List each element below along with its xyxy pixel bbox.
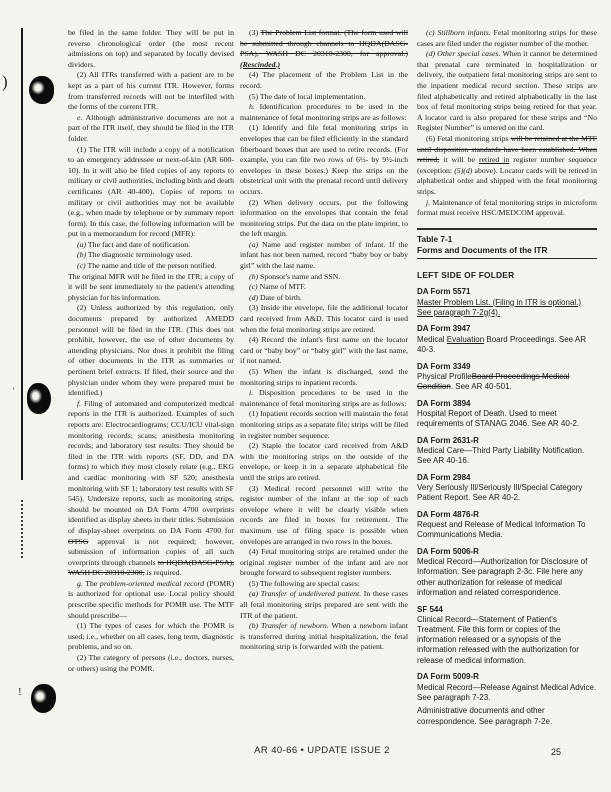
text-run: (1) The ITR will include a copy of a notification to an emergency addressee or next-of-kin (AR 600-10). In it will also be filed copies of any reports to military or civil authorities, including birth and death certificates (AR 40-400). Copies of reports to military or civil authorities may not be available (e.g., when made by telephone or by summary report form). In this case, the following information will be put in a memorandum for record (MFR): [68,144,234,239]
scan-edge-line-dotted [21,500,23,558]
form-description [417,335,597,355]
text-run: The diagnostic terminology used. [86,250,193,260]
table-entry [417,510,597,541]
formatted-text-run: (c) Stillborn infants. [426,28,491,37]
text-run: (3) Medical record personnel will write the register number of the infant at the top of each envelope where it will be clearly visible when records are filed in boxes for retirement. The maximum use of filing space is possible when envelopes are arranged in two rows in the boxes. [240,483,408,546]
pen-mark: ) [2,72,8,91]
column-middle [240,28,408,653]
text-run: Sponsor's name and SSN. [258,271,341,281]
text-run: The fact and date of notification. [86,239,191,249]
paragraph [240,293,408,304]
text-run: When a newborn infant is transferred during initial hospitalization, the fetal monitoring strip is forwarded with the patient. [240,621,408,652]
table-entries [417,287,597,727]
table-top-rule [417,228,597,230]
form-number: SF 544 [417,604,443,614]
table-entry [417,547,597,598]
formatted-text-run: f. [77,398,82,408]
text-run: (5) When the infant is discharged, send the monitoring strips to inpatient records. [240,367,408,387]
pen-mark: ! [18,686,22,698]
text-run: Maintenance of fetal monitoring strips in microform format must receive HSC/MEDCOM approval. [417,197,597,218]
form-description [417,372,597,392]
text-run: The [82,578,100,588]
text-run: Very Seriously Ill/Seriously Ill/Special Category Patient Report. See AR 40-2. [417,483,583,503]
form-number: DA Form 2984 [417,472,471,482]
text-run: The original MFR will be filed in the ITR; a copy of it will be sent immediately to the patient's attending physician for his information. [68,271,234,302]
table-subtitle: Forms and Documents of the ITR [417,244,548,255]
paragraph [240,367,408,388]
form-description [417,706,597,726]
paragraph [68,303,234,398]
table-entry [417,473,597,504]
text-run: approval is not required; however, submission of information copies of all such overprints through channels [68,536,234,567]
formatted-text-run: h. [249,102,255,112]
text-run: Medical Record—Release Against Medical Advice. See paragraph 7-23. [417,682,597,702]
paragraph [240,28,408,70]
paragraph [68,113,234,145]
text-run: (1) Inpatient records section will maintain the fetal monitoring strips as a separate file; strips will be filed in register number sequence. [240,409,408,440]
text-run: Hospital Report of Death. Used to meet requirements of STANAG 2046. See AR 40-2. [417,408,580,429]
text-run: is required. [144,568,182,578]
form-description [417,683,597,703]
text-run: (4) The placement of the Problem List in the record. [240,70,408,90]
column-right [417,28,597,733]
text-run: (2) Unless authorized by this regulation, only documents prepared by authorized AMEDD personnel will be filed in the ITR. (This does not prohibit, however, the use of other documents by attending physicians. Nor does it prohibit the filing of other documents in the ITR as summaries or pertinent brief extracts. If filed, their source and the physician under whom they were prepared must be identified.) [68,303,234,398]
text-run: When it cannot be determined that prenatal care terminated in hospitalization or delivery, the outpatient fetal monitoring strips are sent to the inpatient medical record section. These strips are filed alphabetically and retired alphabetically in the last box of fetal monitoring strips being retired for that year. A locator card is also prepared for these strips and “No Register Number” is entered on the card. [417,49,597,133]
text-run: The name and title of the person notified. [85,261,217,271]
text-run: (POMR) is authorized for optional use. Local policy should prescribe specific methods for POMR use. The MTF should prescribe— [68,578,234,620]
table-entry [417,672,597,703]
formatted-text-run: Board Proceedings Medical Condition [417,371,570,391]
formatted-text-run: (b) [249,271,259,281]
text-run: Medical [417,334,447,344]
page-number: 25 [551,747,562,757]
text-run: In these cases all fetal monitoring strips prepared are sent with the ITR of the patient. [240,589,408,620]
paragraph [240,198,408,240]
formatted-text-run: Master Problem List. (Filing in ITR is optional.) See paragraph 7-2g(4). [417,297,582,317]
text-run: Name of MTF. [257,282,306,292]
text-run: (1) Identify and file fetal monitoring strips in envelopes that can be filed efficiently in the standard fiberboard boxes that are used to retire records. (For example, you can file two rows of 6½- by 9½-inch envelopes in these boxes.) Keep the strips on the obstetrical unit with the prenatal record until delivery occurs. [240,123,408,196]
paragraph [240,484,408,548]
table-entry [417,287,597,318]
formatted-text-run: problem-oriented medical record [99,578,205,588]
text-run: Clinical Record—Statement of Patient's Treatment. File this form or copies of the information released or a synopsis of the information released with the authorization for release of medical information. [417,614,579,665]
paragraph [240,92,408,103]
scan-artifact-blob [29,76,54,104]
formatted-text-run: j. [426,197,431,207]
paragraph [68,272,234,304]
column-left [68,28,234,674]
paragraph [240,240,408,272]
formatted-text-run: (d) Other special cases. [426,49,501,59]
formatted-text-run: OTSG [68,536,89,546]
table-entry [417,436,597,467]
table-section-header: LEFT SIDE OF FOLDER [417,270,515,281]
formatted-text-run: (c) [249,282,258,292]
formatted-text-run: to HQDA(DASG-PSA), WASH DC 20310-2300, [68,557,234,578]
form-number: DA Form 5571 [417,287,471,297]
form-number: DA Form 3349 [417,361,471,371]
text-run: Physical Profile [417,371,472,381]
text-run: (3) [249,28,261,37]
paragraph [417,49,597,134]
table-entry [417,362,597,393]
form-description [417,483,597,503]
paragraph [240,547,408,579]
form-description [417,615,597,666]
text-run: (5) The following are special cases: [249,578,360,588]
form-number: DA Form 3947 [417,324,471,334]
paragraph [68,250,234,261]
form-number: DA Form 5006-R [417,547,479,557]
form-description [417,446,597,466]
paragraph [240,282,408,293]
text-run: register number sequence (exception: [417,155,597,175]
paragraph [417,134,597,198]
text-run: Medical Record—Authorization for Disclosure of Information. See paragraph 2-3c. File here any other authorization for release of medical information and related correspondence. [417,557,588,597]
pen-mark: ' [13,386,15,396]
formatted-text-run: Evaluation [446,334,485,344]
paragraph [240,70,408,91]
paragraph [240,409,408,441]
paragraph [240,102,408,123]
form-description [417,409,597,429]
text-run: Date of birth. [258,292,302,302]
text-run: (5) The date of local implementation. [249,91,366,101]
paragraph [68,70,234,112]
paragraph [240,388,408,409]
text-run: Name and register number of infant. If the infant has not been named, record “baby boy or baby girl” with the last name. [240,239,408,271]
formatted-text-run: e. [77,112,83,122]
table-entry [417,605,597,666]
paragraph [417,198,597,219]
formatted-text-run: (b) [77,250,87,260]
text-run: (2) Staple the locator card received from A&D with the monitoring strips on the outside of the envelope, or keep it in a separate alphabetical file until the strips are retired. [240,441,408,482]
text-run: it will be [439,155,479,165]
form-description [417,557,597,598]
formatted-text-run: The Problem List format. (The form used will be submitted through channels to HQDA(DASG-PSA), WASH DC 20310-2300, for approval.) [240,28,408,59]
text-run: Disposition procedures to be used in the maintenance of fetal monitoring strips are as follows: [240,388,408,408]
table-7-1 [417,228,597,727]
paragraph [240,579,408,590]
paragraph [240,303,408,335]
paragraph [417,28,597,49]
paragraph [240,123,408,197]
text-run: (4) Fetal monitoring strips are retained under the original register number of the infant and are not brought forward to subsequent register numbers. [240,547,408,578]
text-run: be filed in the same folder. They will be put in reverse chronological order (the most recent admissions on top) and separated by locally devised dividers. [68,28,234,69]
form-number: DA Form 2631-R [417,435,479,445]
formatted-text-run: (a) [249,239,259,249]
paragraph [68,621,234,653]
paragraph [240,589,408,621]
text-run: Medical Care—Third Party Liability Notification. See AR 40-16. [417,445,585,466]
scan-artifact-blob [27,383,51,414]
text-run: (6) Fetal monitoring strips [426,133,511,143]
text-run: (4) Record the infant's first name on the locator card or “baby boy” or “baby girl” with the last name, if not named. [240,335,408,366]
scan-artifact-blob [31,684,56,713]
paragraph [68,240,234,251]
text-run: (3) Inside the envelope, file the additional locator card received from A&D. This locator card is used when the fetal monitoring strips are retired. [240,303,408,334]
paragraph [68,28,234,70]
form-description [417,298,597,318]
column-right-text [417,28,597,219]
formatted-text-run: (b) Transfer of newborn. [249,621,329,631]
form-number: DA Form 3894 [417,398,471,408]
formatted-text-run: will be retained at the MTF until disposition standards have been established. When retired, [417,133,597,165]
text-run: Filing of automated and computerized medical reports in the ITR is authorized. Examples of such reports are: Electrocardiograms; CCU/ICU vital-sign monitoring records; scans; anesthesia monitoring records; and laboratory test results. They should be filed in the ITR with reports (SF, DD, and DA forms) to which they most closely relate (e.g., EKG and cardiac monitoring with SF 520; anesthesia monitoring with SF 1; laboratory test results with SF 545). Undersize reports, such as monitoring strips, should be mounted on DA Form 4700 overprints identified as display sheets in their titles. Submission of display-sheet overprints on DA Form 4700 for [68,398,234,535]
table-entry [417,324,597,355]
text-run: Although administrative documents are not a part of the ITR itself, they should be filed in the ITR folder. [68,112,234,143]
text-run: Identification procedures to be used in the maintenance of fetal monitoring strips are as follows: [240,102,408,122]
text-run: Fetal monitoring strips for these cases are filed under the register number of the mother. [417,28,597,48]
paragraph [68,579,234,621]
table-entry [417,706,597,726]
formatted-text-run: (c) [77,261,86,271]
formatted-text-run: (5)(d) [454,165,473,175]
formatted-text-run: i. [249,388,254,398]
formatted-text-run: (Rescinded.) [240,59,281,69]
text-run: above). Locator cards will be retired in alphabetical order and shipped with the fetal monitoring strips. [417,165,597,196]
formatted-text-run: (a) Transfer of undelivered patient. [249,589,362,599]
paragraph [240,272,408,283]
paragraph [68,261,234,272]
paragraph [240,441,408,483]
form-description [417,520,597,540]
text-run: (2) All ITRs transferred with a patient are to be kept as a part of his current ITR. However, forms from transferred records will not be interfiled with the forms of the current ITR. [68,70,234,112]
text-run: (1) The types of cases for which the POMR is used; i.e., whether on all cases, long term, diagnostic problems, and so on. [68,621,234,652]
text-run: (2) When delivery occurs, put the following information on the envelopes that contain the fetal monitoring strips. Put the data on the plate imprint, to the left margin. [240,197,408,239]
paragraph [68,653,234,674]
text-run: Board Proceedings. See AR 40-3. [417,334,586,354]
text-run: Administrative documents and other correspondence. See paragraph 7-2e. [417,706,553,726]
formatted-text-run: retired in [478,155,510,165]
formatted-text-run: (d) [249,292,259,302]
paragraph [240,621,408,653]
paragraph [240,335,408,367]
form-number: DA Form 5009-R [417,672,479,682]
table-entry [417,399,597,430]
paragraph [68,145,234,240]
formatted-text-run: (a) [77,239,87,249]
paragraph [68,399,234,579]
text-run: Request and Release of Medical Information To Communications Media. [417,520,586,540]
text-run: . See AR 40-501. [450,381,512,391]
table-title: Table 7-1 [417,233,453,244]
text-run: (2) The category of persons (i.e., doctors, nurses, or others) using the POMR. [68,653,234,673]
form-number: DA Form 4876-R [417,509,479,519]
table-header-rule [417,258,597,259]
formatted-text-run: g. [77,578,83,588]
page-footer: AR 40-66 • UPDATE ISSUE 2 [254,745,390,756]
scan-edge-line [21,28,23,480]
